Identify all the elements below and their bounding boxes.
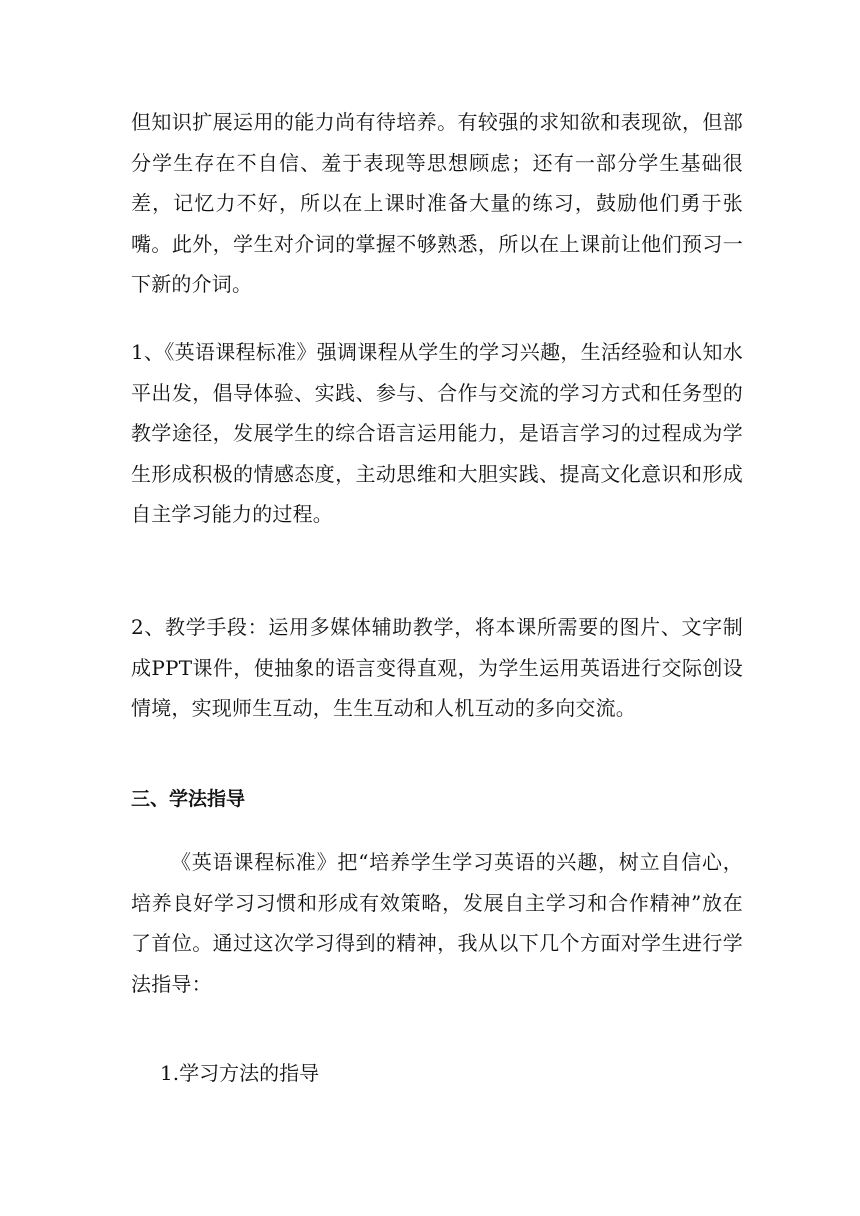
paragraph-teaching-means: 2、教学手段：运用多媒体辅助教学，将本课所需要的图片、文字制成PPT课件，使抽象的语言变得直观，为学生运用英语进行交际创设情境，实现师生互动，生生互动和人机互动的多向交流。 bbox=[131, 615, 743, 720]
section-heading-learning-guidance: 三、学法指导 bbox=[131, 788, 246, 810]
paragraph-curriculum-standard: 1、《英语课程标准》强调课程从学生的学习兴趣，生活经验和认知水平出发，倡导体验、实践、参与、合作与交流的学习方式和任务型的教学途径，发展学生的综合语言运用能力，是语言学习的过程成为学生形成积极的情感态度，主动思维和大胆实践、提高文化意识和形成自主学习能力的过程。 bbox=[131, 340, 743, 526]
paragraph-student-analysis: 但知识扩展运用的能力尚有待培养。有较强的求知欲和表现欲，但部分学生存在不自信、羞于表现等思想顾虑；还有一部分学生基础很差，记忆力不好，所以在上课时准备大量的练习，鼓励他们勇于张嘴。此外，学生对介词的掌握不够熟悉，所以在上课前让他们预习一下新的介词。 bbox=[131, 110, 743, 296]
list-item-learning-method: 1.学习方法的指导 bbox=[160, 1061, 320, 1085]
paragraph-learning-guidance: 《英语课程标准》把“培养学生学习英语的兴趣，树立自信心，培养良好学习习惯和形成有效策略，发展自主学习和合作精神”放在了首位。通过这次学习得到的精神，我从以下几个方面对学生进行学法指导： bbox=[131, 850, 743, 996]
